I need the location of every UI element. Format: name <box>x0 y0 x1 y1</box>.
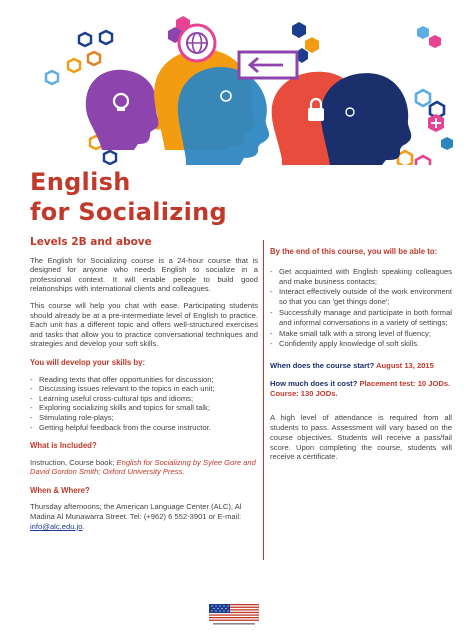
right-column <box>270 247 452 469</box>
list-item: - Interact effectively outside of the work environment so that you can 'get things done'; <box>270 287 452 307</box>
when-text: Thursday afternoons; the American Language Center (ALC), Al Madina Al Munawarra Street. Tel: (+962) 6 552-3901 or E-mail: <box>30 502 242 522</box>
arrow-left-icon <box>239 52 297 78</box>
hero-illustration <box>0 0 474 165</box>
list-item: - Successfully manage and participate in both formal and informal conversations in a variety of settings; <box>270 308 452 328</box>
outcomes-heading: By the end of this course, you will be able to: <box>270 247 438 256</box>
chat-paragraph: This course will help you chat with ease. Participating students should already be at a pre-intermediate level of English to practice. Each unit has a different topic and offers well-structured exercises and tasks that allow you to practice conversational techniques and strategies and develop your soft skills. <box>30 300 258 349</box>
globe-icon <box>179 25 215 61</box>
start-info <box>270 361 452 371</box>
list-item: - Get acquainted with English speaking colleagues and make business contacts; <box>270 267 452 287</box>
when-heading: When & Where? <box>30 485 90 495</box>
start-question: When does the course start? <box>270 361 375 371</box>
column-divider <box>263 240 264 560</box>
cost-question: How much does it cost? <box>270 379 358 389</box>
list-item: - Exploring socializing skills and topics for small talk; <box>30 403 258 413</box>
cost-answer: Placement test: 10 JODs. Course: 130 JODs. <box>270 379 451 399</box>
included-prefix: Instruction, Course book; <box>30 457 117 467</box>
when-end: . <box>82 521 85 531</box>
list-item: - Make small talk with a strong level of fluency; <box>270 329 452 339</box>
left-column <box>30 238 258 538</box>
list-item: - Reading texts that offer opportunities for discussion; <box>30 375 258 385</box>
list-item: - Learning useful cross-cultural tips and idioms; <box>30 394 258 404</box>
start-answer: August 13, 2015 <box>374 361 434 371</box>
levels-heading: Levels 2B and above <box>30 236 152 248</box>
title-line-1: English <box>30 168 131 196</box>
list-item: - Getting helpful feedback from the course instructor. <box>30 423 258 433</box>
included-heading: What is Included? <box>30 441 97 451</box>
list-item: - Confidently apply knowledge of soft skills. <box>270 339 452 349</box>
email-link[interactable]: info@alc.edu.jo <box>30 521 83 531</box>
when-paragraph <box>30 502 258 531</box>
title-line-2: for Socializing <box>30 198 227 226</box>
intro-paragraph: The English for Socializing course is a 24-hour course that is designed for anyone who needs English to socialize in a professional context. It will enable people to build good relationships with international clients and colleagues. <box>30 255 258 294</box>
outcomes-list <box>270 267 452 349</box>
included-paragraph <box>30 458 258 477</box>
list-item: - Stimulating role-plays; <box>30 413 258 423</box>
flag-icon <box>209 604 259 626</box>
cost-info <box>270 379 452 399</box>
included-book: English for Socializing by Sylee Gore and David Gordon Smith; Oxford University Press. <box>30 457 256 477</box>
list-item: - Discussing issues relevant to the topics in each unit; <box>30 384 258 394</box>
skills-heading: You will develop your skills by: <box>30 357 146 367</box>
skills-list <box>30 375 258 433</box>
attendance-paragraph: A high level of attendance is required from all students to pass. Assessment will vary based on the course objectives. Students will receive a pass/fail score. Upon completing the course, students will receive a certificate. <box>270 413 452 462</box>
page-title <box>30 167 227 227</box>
